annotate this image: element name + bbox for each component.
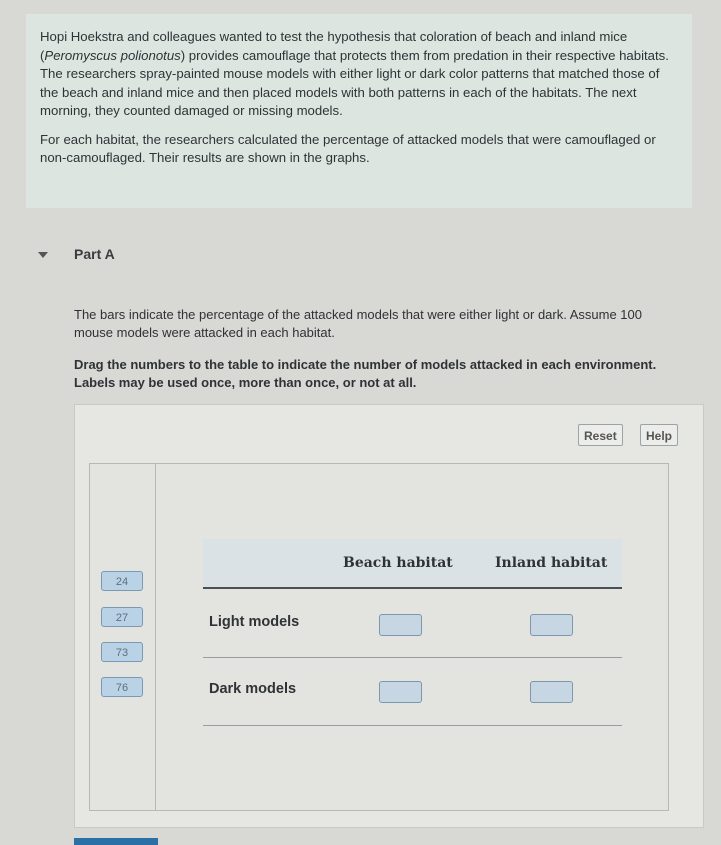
help-button[interactable]: Help <box>640 424 678 446</box>
header-divider <box>203 587 622 589</box>
column-header-beach: Beach habitat <box>343 555 453 571</box>
intro-paragraph-1 <box>40 28 678 121</box>
row-label-light: Light models <box>209 614 300 630</box>
species-name: Peromyscus polionotus <box>44 47 181 63</box>
table-bottom-divider <box>203 725 622 726</box>
row-divider <box>203 657 622 658</box>
label-chip-73[interactable]: 73 <box>101 642 143 662</box>
drop-target-dark-inland[interactable] <box>530 681 573 703</box>
question-description: The bars indicate the percentage of the attacked models that were either light or dark. Assume 100 mouse models were attacked in each habitat. <box>74 307 642 340</box>
column-header-inland: Inland habitat <box>495 555 608 571</box>
question-instructions: Drag the numbers to the table to indicate the number of models attacked in each environment. Labels may be used once, more than once, or not at all. <box>74 357 657 390</box>
label-chip-27[interactable]: 27 <box>101 607 143 627</box>
intro-paragraph-2: For each habitat, the researchers calculated the percentage of attacked models that were camouflaged or non-camouflaged. Their results are shown in the graphs. <box>40 131 656 165</box>
drop-target-light-beach[interactable] <box>379 614 422 636</box>
part-title: Part A <box>74 246 115 262</box>
submit-button[interactable] <box>74 838 158 845</box>
row-label-dark: Dark models <box>209 681 297 697</box>
part-a-toggle[interactable] <box>38 246 115 262</box>
reset-button[interactable]: Reset <box>578 424 623 446</box>
label-bank <box>90 464 156 810</box>
collapse-triangle-icon <box>38 252 48 258</box>
drop-area <box>89 463 669 811</box>
intro-text-1b: ) provides camouflage that protects them from predation in their respective habitats. The researchers spray-painted mouse models with either light or dark color patterns that matched those of the beach and inland mice and then placed models with both patterns in each of the habitats. The next morning, they counted damaged or missing models. <box>40 47 669 118</box>
label-chip-24[interactable]: 24 <box>101 571 143 591</box>
intro-passage <box>26 14 692 208</box>
drop-target-light-inland[interactable] <box>530 614 573 636</box>
drop-target-dark-beach[interactable] <box>379 681 422 703</box>
drag-drop-widget <box>74 404 704 828</box>
intro-text-1a: Hopi Hoekstra and colleagues wanted to test the hypothesis that coloration of beach and inland mice ( <box>40 29 628 63</box>
label-chip-76[interactable]: 76 <box>101 677 143 697</box>
